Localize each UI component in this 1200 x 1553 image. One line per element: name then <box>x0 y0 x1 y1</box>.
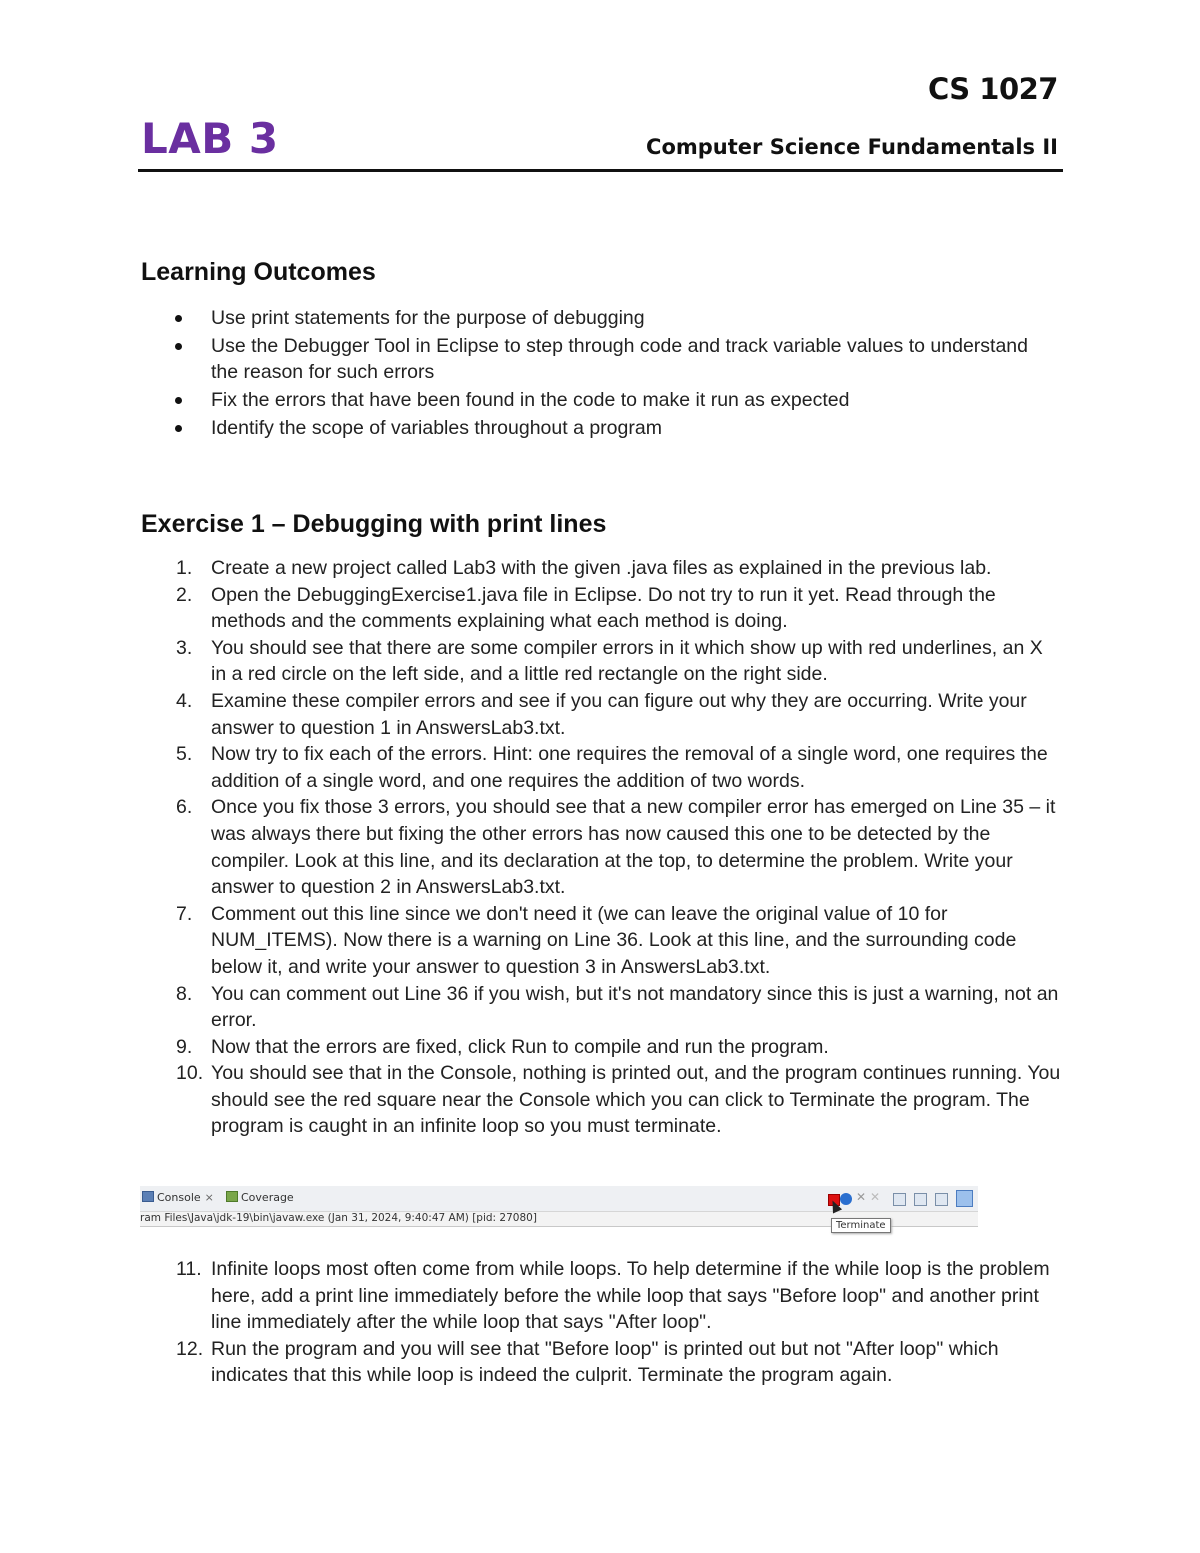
step-item: 11. Infinite loops most often come from while loops. To help determine if the while loop is the problem here, add a print line immediately before the while loop that says "Before loop" and another print line immediately after the while loop that says "After loop". <box>176 1258 1050 1334</box>
step-item: 8. You can comment out Line 36 if you wish, but it's not mandatory since this is just a warning, not an error. <box>176 982 1059 1032</box>
step-item: 9. Now that the errors are fixed, click Run to compile and run the program. <box>176 1035 829 1058</box>
step-item: 10. You should see that in the Console, nothing is printed out, and the program continues running. You should see the red square near the Console which you can click to Terminate the program. The program is caught in an infinite loop so you must terminate. <box>176 1062 1061 1138</box>
step-item: 1. Create a new project called Lab3 with the given .java files as explained in the previous lab. <box>176 557 992 579</box>
tab-console[interactable]: Console ⨯ <box>142 1191 214 1204</box>
course-name: Computer Science Fundamentals II <box>646 135 1058 159</box>
console-icon <box>142 1191 154 1202</box>
exercise1-steps-continued <box>0 1256 1200 1389</box>
coverage-icon <box>226 1191 238 1202</box>
step-item: 2. Open the DebuggingExercise1.java file in Eclipse. Do not try to run it yet. Read through the methods and the comments explaining what each method is doing. <box>176 583 996 633</box>
outcome-item: Identify the scope of variables throughout a program <box>0 415 1200 441</box>
exercise1-heading: Exercise 1 – Debugging with print lines <box>141 510 607 538</box>
outcome-item: Fix the errors that have been found in the code to make it run as expected <box>0 387 1200 413</box>
step-item: 12. Run the program and you will see that "Before loop" is printed out but not "After loop" which indicates that this while loop is indeed the culprit. Terminate the program again. <box>176 1337 999 1387</box>
console-tabs-row <box>140 1186 978 1212</box>
bullet-icon <box>175 397 182 404</box>
display-console-icon[interactable] <box>956 1190 973 1207</box>
tab-coverage[interactable]: Coverage <box>226 1191 294 1204</box>
outcome-item: Use the Debugger Tool in Eclipse to step through code and track variable values to understand the reason for such errors <box>0 333 1200 385</box>
exercise1-steps <box>0 555 1200 1140</box>
step-item: 5. Now try to fix each of the errors. Hint: one requires the removal of a single word, one requires the addition of a single word, and one requires the addition of two words. <box>176 743 1048 792</box>
terminate-tooltip: Terminate <box>831 1218 891 1233</box>
bullet-icon <box>175 343 182 350</box>
learning-outcomes-list <box>0 305 1200 443</box>
lab-title: LAB 3 <box>141 114 279 163</box>
clear-console-icon[interactable]: ✕ <box>870 1190 881 1204</box>
scroll-lock-icon[interactable] <box>893 1193 906 1206</box>
remove-launch-icon[interactable] <box>840 1193 852 1205</box>
step-item: 6. Once you fix those 3 errors, you should see that a new compiler error has emerged on Line 35 – it was always there but fixing the other errors has now caused this one to be detected by the compiler. Look at this line, and its declaration at the top, to determine the problem. Write your answer to question 2 in AnswersLab3.txt. <box>176 796 1056 899</box>
learning-outcomes-heading: Learning Outcomes <box>141 258 376 286</box>
course-code: CS 1027 <box>927 72 1058 106</box>
step-item: 7. Comment out this line since we don't need it (we can leave the original value of 10 for NUM_ITEMS). Now there is a warning on Line 36. Look at this line, and the surrounding code below it, and write your answer to question 3 in AnswersLab3.txt. <box>176 902 1017 978</box>
header-rule <box>138 169 1063 172</box>
close-icon[interactable]: ⨯ <box>204 1191 214 1204</box>
bullet-icon <box>175 425 182 432</box>
remove-all-icon[interactable]: ✕ <box>856 1190 867 1204</box>
bullet-icon <box>175 315 182 322</box>
console-process-path: ram Files\Java\jdk-19\bin\javaw.exe (Jan 31, 2024, 9:40:47 AM) [pid: 27080] <box>140 1212 537 1224</box>
console-toolbar-screenshot <box>140 1186 978 1231</box>
word-wrap-icon[interactable] <box>914 1193 927 1206</box>
step-item: 4. Examine these compiler errors and see if you can figure out why they are occurring. Write your answer to question 1 in AnswersLab3.txt. <box>176 689 1027 739</box>
step-item: 3. You should see that there are some compiler errors in it which show up with red underlines, an X in a red circle on the left side, and a little red rectangle on the right side. <box>176 636 1043 686</box>
pin-icon[interactable] <box>935 1193 948 1206</box>
outcome-item: Use print statements for the purpose of debugging <box>0 305 1200 331</box>
